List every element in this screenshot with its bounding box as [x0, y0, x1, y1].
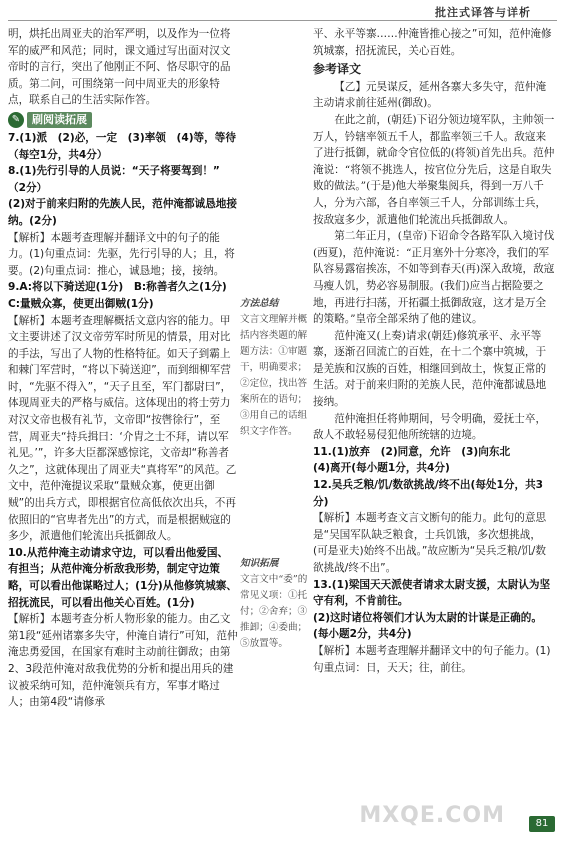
section-heading: [8, 112, 238, 128]
analysis-q8: 【解析】本题考查理解并翻译文中的句子的能力。(1)句重点词：先驱，先行引导的人；且，将要。(2)句重点词：推心，诚恳地；接，接纳。: [8, 231, 235, 277]
translation-p1: 【乙】元昊谋反，延州各寨大多失守，范仲淹主动请求前往延州(御敌)。: [313, 80, 547, 110]
analysis-q10: 【解析】本题考查分析人物形象的能力。由乙文第1段“延州诸寨多失守，仲淹自请行”可知，范仲淹忠勇爱国，在国家有难时主动前往御敌；由第2、3段范仲淹对敌我优势的分析和提出用兵的建议被采纳可知，范仲淹领兵有方，军事才略过人；由第4段“请修承: [8, 613, 238, 709]
header-title: 批注式译答与详析: [435, 6, 531, 19]
analysis-q9: 【解析】本题考查理解概括文意内容的能力。甲文主要讲述了汉文帝劳军时所见的情景，用对比的手法，写出了人物的性格特征。如天子到霸上和棘门军营时，“将以下骑送迎”，而到细柳军营时，“先驱不得入”，“天子且至，军门都尉曰”，体现周亚夫的严格与威信。这体现出的将士劳力对汉文帝也极有礼节，文帝即“按辔徐行”，至营，周亚夫“持兵揖曰：‘介胄之士不拜，请以军礼见。’”，许多大臣都深感惊诧，文帝却“称善者久之”，这就体现出了周亚夫“真将军”的风范。乙文中，范仲淹提议采取“量贼众寡，使更出御贼”的出兵方式，即根据官位高低依次出兵，不再依照旧的“官卑者先出”的方式，而是根据贼寇的多少，派遣他们轮流出兵抵御敌人。: [8, 314, 237, 543]
answer-q9: 9.A:将以下骑送迎(1分) B:称善者久之(1分): [8, 281, 227, 294]
answer-q10: 10.从范仲淹主动请求守边，可以看出他爱国、有担当；从范仲淹分析敌我形势，制定守边策略，可以看出他谋略过人；(1分)从他修筑城寨、招抚流民，可以看出他关心百姓。(1分): [8, 546, 237, 609]
translation-p5: 范仲淹担任将帅期间，号令明确，爱抚士卒，敌人不敢轻易侵犯他所统辖的边境。: [313, 412, 547, 442]
answer-q8-1: 8.(1)先行引导的人员说：“天子将要驾到！”: [8, 165, 220, 178]
answer-q12: 12.吴兵乏粮/饥/数欲挑战/终不出(每处1分，共3分): [313, 479, 544, 508]
answer-q11-b: (4)离开(每小题1分，共4分): [313, 462, 450, 475]
knowledge-note-body: 文言文中“委”的常见义项：①托付；②舍弃；③推卸；④委曲；⑤放置等。: [240, 574, 308, 649]
answer-q13-b: (2)这时诸位将领们才认为太尉的计谋是正确的。(每小题2分，共4分): [313, 611, 542, 641]
knowledge-note-title: 知识拓展: [240, 558, 279, 569]
book-icon: ✎: [8, 112, 24, 128]
translation-p4: 范仲淹又(上奏)请求(朝廷)修筑承平、永平等寨，逐渐召回流亡的百姓，在十二个寨中筑城，于是羌族和汉族的百姓，相继回到故土，恢复正常的生活。对于前来归附的羌族人民，范仲淹都诚恳地接纳。: [313, 329, 547, 409]
translation-p2: 在此之前，(朝廷)下诏分领边境军队，主帅领一万人，钤辖率领五千人，都监率领三千人。敌寇来了进行抵御，就命令官位低的(将领)首先出兵。范仲淹说：“将领不挑选人，按官位分先后，这是自取失败的做法。”(于是)他大举聚集阅兵，得到一万八千人，分为六部，各自率领三千人，分部训练士兵，按敌寇多少，派遣他们轮流出兵抵御敌人。: [313, 113, 555, 226]
right-column: [313, 26, 555, 676]
translation-p3: 第二年正月，(皇帝)下诏命令各路军队入境讨伐(西夏)，范仲淹说：“正月塞外十分寒冷，我们的军队容易露宿挨冻，不如等到春天(再)深入敌境，敌寇马瘦人饥，势必容易制服。(我们)应当占据险要之地，再进行扫荡，开拓疆土抵御敌寇，这才是万全的策略。”皇帝全部采纳了他的建议。: [313, 230, 555, 326]
page-header: [0, 0, 565, 22]
header-divider: [8, 20, 557, 21]
answer-q7: 7.(1)派 (2)必，一定 (3)率领 (4)等，等待: [8, 131, 236, 144]
knowledge-note: [240, 556, 310, 652]
analysis-q13: 【解析】本题考查理解并翻译文中的句子能力。(1)句重点词：日，天天；往，前往。: [313, 644, 551, 674]
page-number: 81: [529, 816, 555, 832]
watermark: MXQE.COM: [359, 803, 505, 828]
method-note: [240, 296, 310, 440]
answer-q13: 13.(1)梁国天天派使者请求太尉支援，太尉认为坚守有利，不肯前往。: [313, 578, 551, 608]
analysis-q12: 【解析】本题考查文言文断句的能力。此句的意思是“吴国军队缺乏粮食，士兵饥饿，多次想挑战，(可是亚夫)始终不出战。”故应断为“吴兵乏粮/饥/数欲挑战/终不出”。: [313, 512, 547, 574]
answer-q7-score: （每空1分，共4分）: [8, 148, 108, 161]
method-note-title: 方法总结: [240, 298, 279, 309]
answer-q9-c: C:量贼众寡，使更出御贼(1分): [8, 297, 154, 310]
answer-q11: 11.(1)放弃 (2)同意，允许 (3)向东北: [313, 445, 511, 458]
method-note-body: 文言文理解并概括内容类题的解题方法：①审题干，明确要求；②定位，找出答案所在的语句；③用自己的话组织文字作答。: [240, 314, 308, 437]
intro-paragraph: 明，烘托出周亚夫的治军严明，以及作为一位将军的威严和风范；同时，课文通过写出面对汉文帝时的言行，突出了他刚正不阿、恪尽职守的品质。第二问，可围绕第一问中周亚夫的形象特点，联系自己的生活实际作答。: [8, 28, 231, 107]
reference-translation-title: 参考译文: [313, 62, 362, 77]
analysis-continued: 平、永平等寨……仲淹皆推心接之”可知，范仲淹修筑城寨，招抚流民，关心百姓。: [313, 28, 552, 57]
answer-q8-2: (2)对于前来归附的先族人民，范仲淹都诚恳地接纳。(2分): [8, 198, 237, 227]
left-column: [8, 26, 238, 711]
section-title: 刷阅读拓展: [27, 112, 92, 128]
answer-q8-1-score: （2分）: [8, 181, 48, 194]
